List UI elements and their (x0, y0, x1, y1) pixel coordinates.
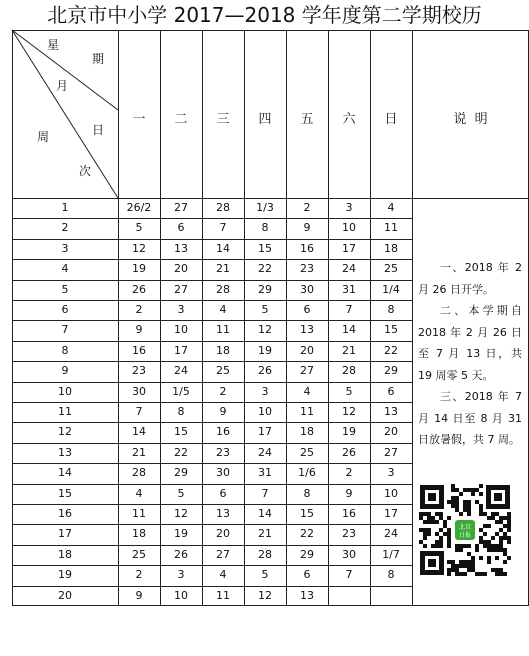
date-cell: 13 (300, 323, 314, 337)
date-cell: 17 (342, 241, 356, 255)
weekday-header-cell: 四 (258, 112, 272, 127)
date-cell: 28 (216, 201, 230, 214)
date-cell: 6 (387, 384, 395, 398)
date-cell: 7 (135, 405, 143, 418)
date-cell: 25 (132, 547, 146, 561)
weekday-header-cell: 五 (300, 112, 314, 127)
weekday-header-cell: 三 (216, 112, 230, 127)
week-number-cell: 14 (58, 466, 72, 480)
date-cell: 11 (216, 588, 230, 602)
date-cell: 30 (300, 282, 314, 296)
date-cell: 9 (219, 405, 227, 418)
date-cell: 29 (258, 282, 272, 296)
week-number-cell: 5 (61, 282, 69, 296)
date-cell: 8 (303, 486, 311, 500)
date-cell: 17 (258, 425, 272, 439)
date-cell: 18 (132, 527, 146, 541)
date-cell: 30 (132, 384, 146, 398)
date-cell: 27 (174, 282, 188, 296)
date-cell: 11 (132, 507, 146, 520)
date-cell: 5 (261, 303, 269, 316)
date-cell: 5 (135, 221, 143, 235)
date-cell: 10 (342, 221, 356, 235)
date-cell: 27 (174, 201, 188, 214)
date-cell: 1/6 (298, 466, 316, 480)
date-cell: 8 (177, 405, 185, 418)
date-cell: 14 (258, 507, 272, 520)
date-cell: 18 (300, 425, 314, 439)
date-cell: 19 (258, 343, 272, 357)
date-cell: 19 (132, 262, 146, 276)
date-cell: 2 (303, 201, 311, 214)
date-cell: 14 (132, 425, 146, 439)
date-cell: 25 (216, 364, 230, 378)
week-number-cell: 3 (61, 241, 69, 255)
date-cell: 3 (177, 568, 185, 582)
week-number-cell: 20 (58, 588, 72, 602)
date-cell: 12 (342, 405, 356, 418)
date-cell: 8 (387, 568, 395, 582)
date-cell: 22 (384, 343, 398, 357)
date-cell: 18 (216, 343, 230, 357)
week-number-cell: 7 (61, 323, 69, 337)
week-number-cell: 16 (58, 507, 72, 520)
date-cell: 11 (300, 405, 314, 418)
date-cell: 27 (216, 547, 230, 561)
date-cell: 25 (384, 262, 398, 276)
date-cell: 10 (174, 588, 188, 602)
week-number-cell: 4 (61, 262, 69, 276)
date-cell: 2 (135, 303, 143, 316)
weekday-header-cell: 一 (132, 112, 146, 127)
week-number-cell: 19 (58, 568, 72, 582)
date-cell: 2 (219, 384, 227, 398)
date-cell: 6 (303, 568, 311, 582)
corner-label-week: 周 (37, 130, 50, 144)
date-cell: 29 (174, 466, 188, 480)
date-cell: 7 (345, 568, 353, 582)
date-cell: 10 (384, 486, 398, 500)
date-cell: 4 (387, 201, 395, 214)
date-cell: 4 (135, 486, 143, 500)
date-cell: 12 (258, 588, 272, 602)
week-number-cell: 13 (58, 445, 72, 459)
week-number-cell: 11 (58, 405, 72, 418)
date-cell: 12 (174, 507, 188, 520)
date-cell: 15 (384, 323, 398, 337)
week-number-cell: 10 (58, 384, 72, 398)
date-cell: 28 (132, 466, 146, 480)
date-cell: 15 (300, 507, 314, 520)
date-cell: 6 (303, 303, 311, 316)
date-cell: 9 (345, 486, 353, 500)
date-cell: 13 (300, 588, 314, 602)
date-cell: 22 (174, 445, 188, 459)
date-cell: 18 (384, 241, 398, 255)
date-cell: 20 (384, 425, 398, 439)
date-cell: 26 (258, 364, 272, 378)
date-cell: 16 (300, 241, 314, 255)
date-cell: 4 (219, 568, 227, 582)
corner-label-month: 月 (56, 79, 69, 93)
corner-label-ci: 次 (79, 164, 92, 178)
date-cell: 14 (342, 323, 356, 337)
date-cell: 9 (303, 221, 311, 235)
date-cell: 21 (342, 343, 356, 357)
date-cell: 7 (345, 303, 353, 316)
date-cell: 16 (342, 507, 356, 520)
weekday-header-cell: 日 (384, 112, 398, 127)
date-cell: 1/3 (256, 201, 274, 214)
date-cell: 21 (132, 445, 146, 459)
date-cell: 28 (216, 282, 230, 296)
date-cell: 29 (384, 364, 398, 378)
week-number-cell: 1 (61, 201, 69, 214)
date-cell: 17 (384, 507, 398, 520)
date-cell: 31 (342, 282, 356, 296)
weekday-header-cell: 六 (342, 112, 356, 127)
date-cell: 29 (300, 547, 314, 561)
date-cell: 11 (216, 323, 230, 337)
date-cell: 3 (261, 384, 269, 398)
qr-logo-text-bottom: 日报 (458, 532, 472, 539)
date-cell: 3 (177, 303, 185, 316)
date-cell: 24 (384, 527, 398, 541)
date-cell: 1/4 (382, 282, 400, 296)
date-cell: 20 (216, 527, 230, 541)
date-cell: 27 (300, 364, 314, 378)
date-cell: 20 (300, 343, 314, 357)
date-cell: 15 (174, 425, 188, 439)
date-cell: 5 (177, 486, 185, 500)
week-number-cell: 12 (58, 425, 72, 439)
date-cell: 24 (174, 364, 188, 378)
weekday-header-cell: 二 (174, 112, 188, 127)
date-cell: 6 (177, 221, 185, 235)
date-cell: 28 (258, 547, 272, 561)
date-cell: 21 (216, 262, 230, 276)
date-cell: 23 (132, 364, 146, 378)
date-cell: 8 (261, 221, 269, 235)
date-cell: 19 (174, 527, 188, 541)
date-cell: 13 (174, 241, 188, 255)
week-number-cell: 2 (61, 221, 69, 235)
date-cell: 30 (342, 547, 356, 561)
date-cell: 26/2 (126, 201, 152, 214)
date-cell: 4 (219, 303, 227, 316)
date-cell: 12 (132, 241, 146, 255)
week-number-cell: 9 (61, 364, 69, 378)
date-cell: 3 (345, 201, 353, 214)
notes-header: 说 明 (453, 112, 488, 127)
notes-text (418, 257, 522, 451)
date-cell: 11 (384, 221, 398, 235)
date-cell: 23 (342, 527, 356, 541)
week-number-cell: 18 (58, 547, 72, 561)
date-cell: 17 (174, 343, 188, 357)
date-cell: 13 (216, 507, 230, 520)
date-cell: 7 (219, 221, 227, 235)
date-cell: 23 (300, 262, 314, 276)
week-number-cell: 6 (61, 303, 69, 316)
date-cell: 2 (345, 466, 353, 480)
date-cell: 4 (303, 384, 311, 398)
date-cell: 26 (174, 547, 188, 561)
date-cell: 15 (258, 241, 272, 255)
calendar-title: 北京市中小学 2017—2018 学年度第二学期校历 (47, 3, 482, 27)
note-item: 三、2018 年 7 月 14 日至 8 月 31 日放暑假，共 7 周。 (418, 390, 522, 446)
date-cell: 9 (135, 323, 143, 337)
date-cell: 2 (135, 568, 143, 582)
qr-code-icon (419, 484, 511, 576)
date-cell: 24 (258, 445, 272, 459)
date-cell: 7 (261, 486, 269, 500)
date-cell: 14 (216, 241, 230, 255)
date-cell: 6 (219, 486, 227, 500)
date-cell: 1/7 (382, 547, 400, 561)
corner-label-star: 星 (47, 38, 60, 52)
date-cell: 16 (216, 425, 230, 439)
date-cell: 5 (261, 568, 269, 582)
date-cell: 22 (258, 262, 272, 276)
date-cell: 31 (258, 466, 272, 480)
week-number-cell: 8 (61, 343, 69, 357)
note-item: 一、2018 年 2 月 26 日开学。 (418, 261, 522, 296)
corner-label-day: 日 (92, 123, 105, 137)
date-cell: 30 (216, 466, 230, 480)
date-cell: 24 (342, 262, 356, 276)
date-cell: 1/5 (172, 384, 190, 398)
date-cell: 22 (300, 527, 314, 541)
date-cell: 28 (342, 364, 356, 378)
date-cell: 23 (216, 445, 230, 459)
date-cell: 25 (300, 445, 314, 459)
date-cell: 27 (384, 445, 398, 459)
date-cell: 12 (258, 323, 272, 337)
date-cell: 13 (384, 405, 398, 418)
date-cell: 5 (345, 384, 353, 398)
qr-logo-text-top: 北京 (458, 524, 472, 531)
date-cell: 16 (132, 343, 146, 357)
date-cell: 10 (258, 405, 272, 418)
week-number-cell: 15 (58, 486, 72, 500)
week-number-cell: 17 (58, 527, 72, 541)
date-cell: 26 (132, 282, 146, 296)
date-cell: 9 (135, 588, 143, 602)
date-cell: 8 (387, 303, 395, 316)
date-cell: 10 (174, 323, 188, 337)
date-cell: 20 (174, 262, 188, 276)
date-cell: 3 (387, 466, 395, 480)
date-cell: 26 (342, 445, 356, 459)
note-item: 二、本学期自 2018 年 2 月 26 日至 7 月 13 日，共 19 周零 5 天。 (418, 304, 522, 382)
date-cell: 19 (342, 425, 356, 439)
date-cell: 21 (258, 527, 272, 541)
corner-label-qi: 期 (92, 52, 105, 66)
